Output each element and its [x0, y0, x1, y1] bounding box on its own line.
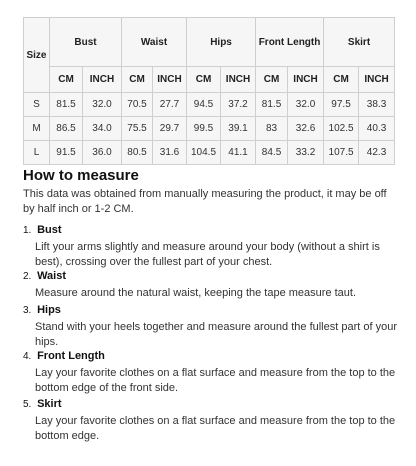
table-header-row	[24, 18, 395, 67]
item-title-bust: Bust	[37, 224, 62, 236]
measurement-cell: 39.1	[221, 117, 256, 141]
item-desc-bust: Lift your arms slightly and measure around your body (without a shirt is best), crossing over the fullest part of your chest.	[35, 241, 380, 268]
group-header-hips: Hips	[187, 18, 256, 67]
measurement-cell: 84.5	[256, 141, 288, 165]
group-header-skirt: Skirt	[324, 18, 395, 67]
table-row	[24, 141, 395, 165]
measurement-cell: 27.7	[153, 93, 187, 117]
measurement-cell: 102.5	[324, 117, 359, 141]
item-title-front-length: Front Length	[37, 350, 105, 362]
measurement-cell: 97.5	[324, 93, 359, 117]
measurement-cell: 80.5	[122, 141, 153, 165]
measure-intro: This data was obtained from manually measuring the product, it may be off by half inch or 1-2 CM.	[23, 188, 387, 215]
unit-header: INCH	[221, 67, 256, 93]
how-to-measure-title: How to measure	[23, 167, 139, 184]
unit-header: CM	[50, 67, 83, 93]
size-cell: L	[24, 141, 50, 165]
measurement-cell: 70.5	[122, 93, 153, 117]
measurement-cell: 40.3	[359, 117, 395, 141]
unit-header: CM	[122, 67, 153, 93]
measurement-cell: 75.5	[122, 117, 153, 141]
size-column-header: Size	[24, 18, 50, 93]
measurement-cell: 81.5	[256, 93, 288, 117]
size-chart-table	[23, 17, 395, 165]
item-desc-hips: Stand with your heels together and measure around the fullest part of your hips.	[35, 321, 397, 348]
size-cell: M	[24, 117, 50, 141]
measurement-cell: 83	[256, 117, 288, 141]
measurement-cell: 33.2	[288, 141, 324, 165]
item-number: 5.	[23, 399, 32, 410]
measurement-cell: 38.3	[359, 93, 395, 117]
measurement-cell: 91.5	[50, 141, 83, 165]
measurement-cell: 104.5	[187, 141, 221, 165]
measurement-cell: 37.2	[221, 93, 256, 117]
measurement-cell: 86.5	[50, 117, 83, 141]
table-row	[24, 93, 395, 117]
measurement-cell: 36.0	[83, 141, 122, 165]
unit-header: INCH	[359, 67, 395, 93]
unit-header: CM	[324, 67, 359, 93]
table-row	[24, 117, 395, 141]
group-header-waist: Waist	[122, 18, 187, 67]
item-desc-waist: Measure around the natural waist, keeping the tape measure taut.	[35, 287, 357, 299]
item-desc-front-length: Lay your favorite clothes on a flat surface and measure from the top to the bottom edge of the front side.	[35, 367, 396, 394]
item-number: 4.	[23, 351, 32, 362]
measurement-cell: 41.1	[221, 141, 256, 165]
measurement-cell: 32.6	[288, 117, 324, 141]
size-cell: S	[24, 93, 50, 117]
measurement-cell: 32.0	[288, 93, 324, 117]
item-number: 3.	[23, 305, 32, 316]
unit-header: INCH	[83, 67, 122, 93]
measurement-cell: 81.5	[50, 93, 83, 117]
measurement-cell: 32.0	[83, 93, 122, 117]
measurement-cell: 94.5	[187, 93, 221, 117]
table-body	[24, 93, 395, 165]
measurement-cell: 34.0	[83, 117, 122, 141]
table-unit-row	[24, 67, 395, 93]
measurement-cell: 31.6	[153, 141, 187, 165]
item-title-hips: Hips	[37, 304, 61, 316]
measurement-cell: 99.5	[187, 117, 221, 141]
item-desc-skirt: Lay your favorite clothes on a flat surface and measure from the top to the bottom edge.	[35, 415, 396, 442]
item-number: 2.	[23, 271, 32, 282]
group-header-bust: Bust	[50, 18, 122, 67]
unit-header: INCH	[288, 67, 324, 93]
measurement-cell: 42.3	[359, 141, 395, 165]
item-number: 1.	[23, 225, 32, 236]
unit-header: CM	[256, 67, 288, 93]
unit-header: CM	[187, 67, 221, 93]
unit-header: INCH	[153, 67, 187, 93]
item-title-skirt: Skirt	[37, 398, 62, 410]
group-header-front-length: Front Length	[256, 18, 324, 67]
item-title-waist: Waist	[37, 270, 66, 282]
measurement-cell: 107.5	[324, 141, 359, 165]
measurement-cell: 29.7	[153, 117, 187, 141]
